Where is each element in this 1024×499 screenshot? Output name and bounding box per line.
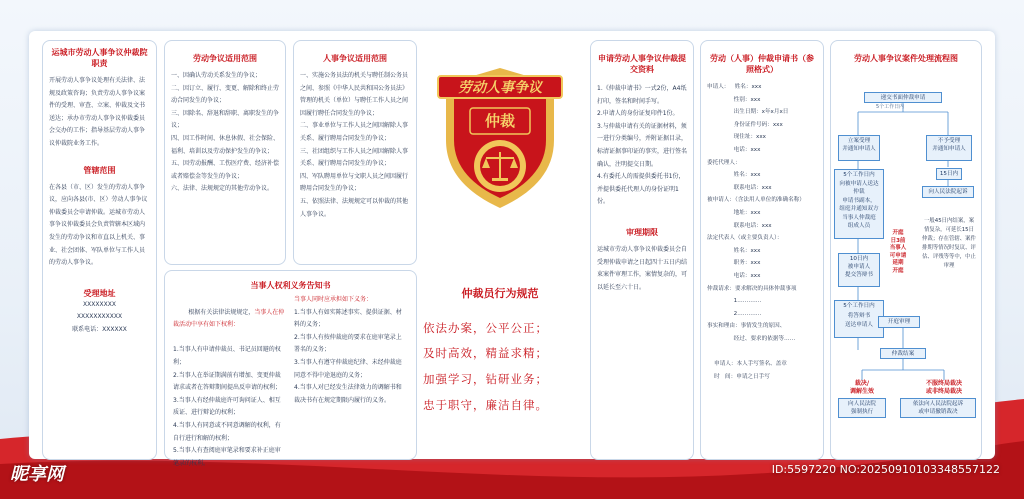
flow-label-5days: 5个工作日内 (876, 104, 905, 110)
panel-title: 劳动人事争议案件处理流程图 (854, 54, 958, 63)
flow-enforce: 向人民法院 强制执行 (838, 398, 886, 418)
scope-text: 在各县（市、区）发生的劳动人事争议，应向各县(市、区）劳动人事争议仲裁委员会申请仲裁。运城市劳动人事争议仲裁委员会负责管辖本区域内发生的劳动争议和市直以上机关、事业、社会团体、军队单位与工作人员的劳动人事争议。 (49, 183, 148, 267)
behavior-line: 及时高效，精益求精； (423, 346, 548, 360)
panel-title: 劳动争议适用范围 (193, 54, 257, 63)
emblem-label-text: 仲裁 (484, 112, 515, 130)
flow-15days: 15日内 (936, 168, 962, 180)
flow-serve-copy: 5个工作日内 向被申请人送达仲裁 申请书副本， 组庭并通知双方 当事人仲裁庭 组成人员 (834, 169, 884, 239)
flow-reject-case: 不予受理 并通知申请人 (926, 135, 972, 161)
address-line: XXXXXXXX (83, 300, 116, 308)
duties-text: 开展劳动人事争议处理有关法律、法规及政策咨询；负责劳动人事争议案件的受理、审查、立案、仲裁及文书送达；承办市劳动人事争议仲裁委员会交办的工作；指导基层劳动人事争议仲裁院业务工作。 (49, 77, 146, 147)
period-text: 运城市劳动人事争议仲裁委员会自受理仲裁申请之日起四十五日内结束案件审理工作，案情复杂的，可以延长至六十日。 (597, 245, 688, 291)
personnel-scope-text: 一、实施公务员法的机关与聘任制公务员之间、参照《中华人民共和国公务员法》管理的机关（单位）与聘任工作人员之间因履行聘任合同发生的争议； 二、事业单位与工作人员之间因解除人事关系、履行聘用合同发生的争议； 三、社团组织与工作人员之间因解除人事关系、履行聘用合同发生的争议； 四、军队聘用单位与文职人员之间因履行聘用合同发生的争议； 五、依照法律、法规规定可以仲裁的其他人事争议。 (300, 72, 409, 218)
obligations-intro: 当事人同时应承担如下义务： (294, 296, 373, 303)
scope-title: 管辖范围 (83, 165, 116, 175)
panel-title: 运城市劳动人事争议仲裁院职责 (51, 48, 148, 68)
flow-effective-label: 裁决/ 调解生效 (849, 380, 874, 395)
watermark-logo: 昵享网 (10, 464, 64, 485)
period-title: 审理期限 (626, 227, 658, 237)
panel-title: 当事人权利义务告知书 (250, 281, 331, 290)
behavior-title: 仲裁员行为规范 (461, 287, 539, 300)
flow-court-lawsuit: 向人民法院起诉 (922, 186, 974, 198)
flow-accept-case: 立案受理 并通知申请人 (838, 135, 880, 161)
address-line: XXXXXXXXXXX (76, 313, 123, 321)
flow-defense-10days: 10日内 被申请人 提交答辩书 (838, 253, 880, 287)
labor-scope-text: 一、因确认劳动关系发生的争议； 二、因订立、履行、变更、解除和终止劳动合同发生的争议； 三、因除名、辞退和辞职、离职发生的争议； 四、因工作时间、休息休假、社会保险、福利、培训以及劳动保护发生的争议； 五、因劳动报酬、工伤医疗费、经济补偿或者赔偿金等发生的争议； 六、法律、法规规定的其他劳动争议。 (171, 72, 280, 193)
flow-note-deadline: 一般45日内结案，案情复杂，可延长15日仲裁；存在管辖、案件排期等情况时复议、评估、评残等等中，中止审理 (922, 218, 976, 269)
panel-title: 劳动（人事）仲裁申请书（参照格式） (710, 54, 814, 74)
flow-send-defense: 5个工作日内 将答辩书 送达申请人 (834, 300, 884, 338)
behavior-line: 加强学习，钻研业务； (423, 372, 548, 386)
flow-submit-application: 递交书面仲裁申请 (864, 92, 942, 103)
application-text: 申请人： 姓名：xxx 性别：xxx 出生日期：x年x月x日 身份证件号码：xxx 现住址：xxx 电话：xxx 委托代理人： 姓名：xxx 联系电话：xxx 被申请人：（含法用人单位的准确名称） 地址：xxx 联系电话：xxx 法定代表人（或主要负责人）： 姓名：xxx 职务：xxx 电话：xxx 仲裁请求：要求解决的具体仲裁事项 1.………… 2.………… 事实和理由：事情发生的原因、 经过、要求的依据等…… 申请人：本人手写签名、盖章 时 间：申请之日手写 (707, 84, 805, 380)
emblem-banner-text: 劳动人事争议 (458, 80, 542, 96)
flow-appeal: 依法向人民法院起诉 或申请撤销裁决 (900, 398, 976, 418)
rights-intro-red: 当事人在仲裁活动中享有如下权利： (173, 308, 285, 329)
address-title: 受理地址 (83, 288, 116, 298)
flow-case-closed: 仲裁结案 (880, 348, 926, 359)
rights-intro-normal: 根据有关法律法规规定， (188, 308, 255, 316)
behavior-line: 忠于职守，廉洁自律。 (423, 398, 548, 412)
flow-note-hearing-delay: 开庭 日3前 当事人 可申请 延期 开庭 (889, 230, 907, 274)
flow-appeal-label: 不服终局裁决 或非终局裁决 (925, 380, 962, 395)
watermark-id: ID:5597220 NO:20250910103348557122 (771, 463, 1000, 476)
rights-text: 1.当事人有申请仲裁员、书记员回避的权利； 2.当事人在举证期满前有增加、变更仲裁请求或者在答辩期间提出反申请的权利； 3.当事人有经仲裁庭许可询问证人、相互质证、进行辩论的权利； 4.当事人有同意或不同意调解的权利，有自行进行和解的权利； 5.当事人有查阅庭审笔录和要求补正庭审笔录的权利。 (173, 346, 282, 467)
obligations-text: 1.当事人有如实陈述事实、提供证据、材料的义务； 2.当事人有按仲裁庭的要求在庭审笔录上署名的义务； 3.当事人有遵守仲裁庭纪律、未经仲裁庭同意不得中途退庭的义务； 4.当事人对已经发生法律效力的调解书和裁决书有在规定期限内履行的义务。 (294, 308, 402, 404)
materials-text: 1.《仲裁申请书》一式2份，A4纸打印，签名和时间手写。 2.申请人的身份证复印件1份。 3.与仲裁申请有关的证据材料，须一进行分类编号，并附证据目录，标清证据事印证的事实，进行签名确认，注明提交日期。 4.有委托人的需提供委托书1份，并提供委托代理人的身份证明1份。 (597, 85, 688, 206)
flow-hearing: 开庭审理 (878, 316, 920, 328)
panel-title: 申请劳动人事争议仲裁提交资料 (598, 54, 686, 74)
behavior-line: 依法办案，公平公正； (423, 321, 548, 335)
panel-title: 人事争议适用范围 (323, 54, 387, 63)
address-phone: 联系电话：XXXXXX (72, 325, 127, 333)
